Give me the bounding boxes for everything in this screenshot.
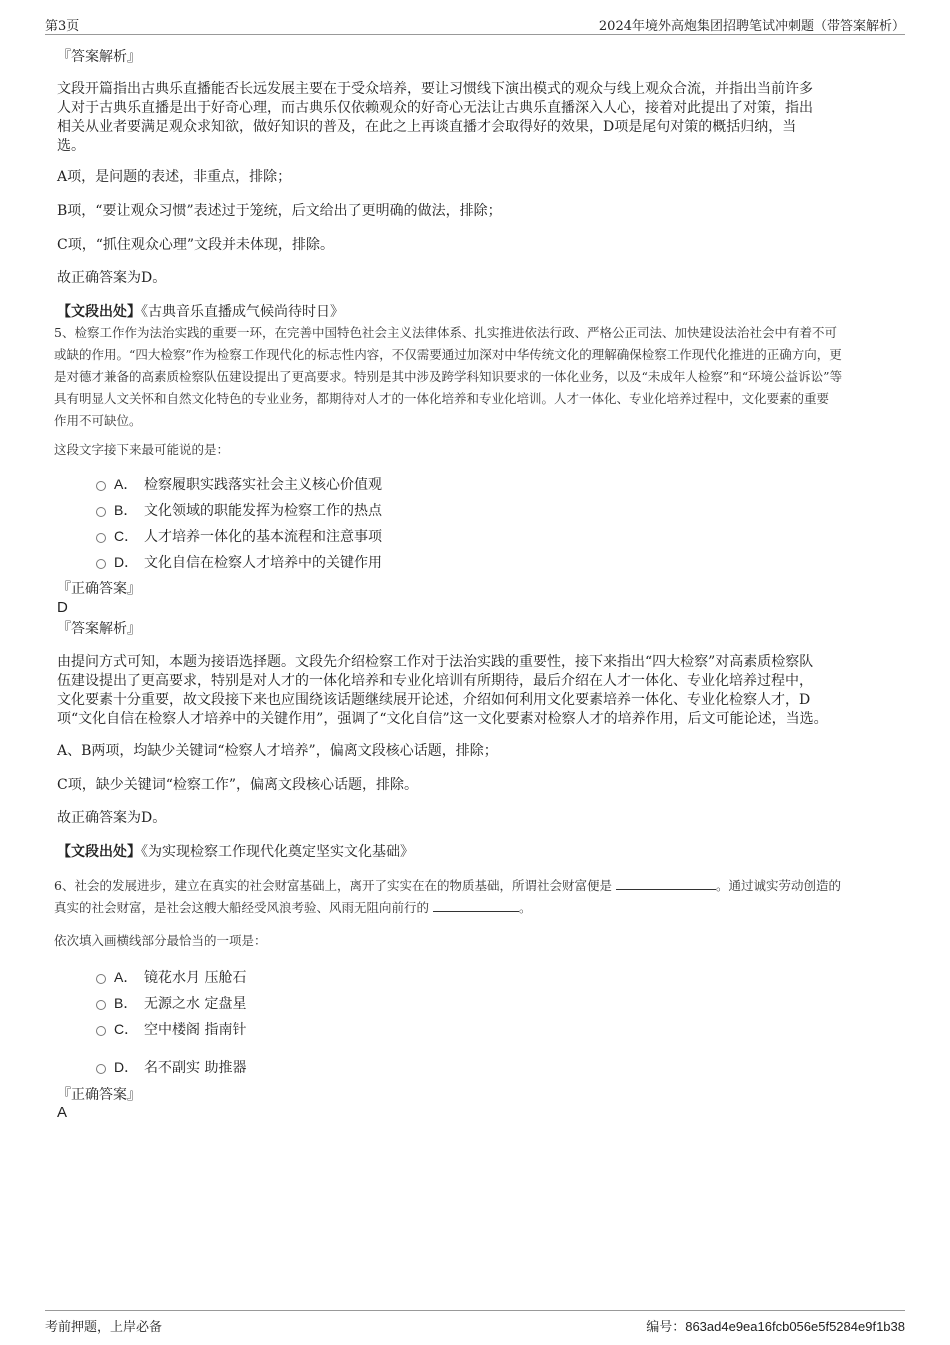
q6-answer-label: 『正确答案』 bbox=[57, 1087, 141, 1103]
fill-blank-1 bbox=[616, 877, 716, 890]
q5-source-title: 《为实现检察工作现代化奠定坚实文化基础》 bbox=[141, 844, 414, 860]
q6-stem-text: 。通过诚实劳动创造的 bbox=[715, 878, 841, 893]
q5-option-b[interactable]: B． 文化领域的职能发挥为检察工作的热点 bbox=[96, 500, 382, 520]
q5-stem-line: 是对德才兼备的高素质检察队伍建设提出了更高要求。特别是其中涉及跨学科知识要求的一体化业务，以及“未成年人检察”和“环境公益诉讼”等 bbox=[54, 369, 843, 384]
q4-c-note: C项，“抓住观众心理”文段并未体现，排除。 bbox=[57, 237, 335, 253]
q6-answer: A bbox=[57, 1104, 68, 1121]
q5-answer-label: 『正确答案』 bbox=[57, 581, 141, 597]
q6-stem-text: 。 bbox=[519, 900, 532, 915]
q4-analysis bbox=[57, 80, 887, 156]
radio-icon[interactable] bbox=[96, 559, 106, 569]
q5-c-note: C项，缺少关键词“检察工作”，偏离文段核心话题，排除。 bbox=[57, 777, 419, 793]
q5-ab-note: A、B两项，均缺少关键词“检察人才培养”，偏离文段核心话题，排除； bbox=[57, 743, 498, 759]
q6-option-a[interactable]: A． 镜花水月 压舱石 bbox=[96, 967, 246, 987]
q4-b-note: B项，“要让观众习惯”表述过于笼统，后文给出了更明确的做法，排除； bbox=[57, 203, 502, 219]
q5-stem-line: 5、检察工作作为法治实践的重要一环，在完善中国特色社会主义法律体系、扎实推进依法行政、严格公正司法、加快建设法治社会中有着不可 bbox=[54, 325, 837, 340]
q4-analysis-label: 『答案解析』 bbox=[57, 49, 141, 65]
q5-analysis-line: 文化要素十分重要，故文段接下来也应围绕该话题继续展开论述，介绍如何利用文化要素培养一体化、专业化检察人才，D bbox=[57, 692, 811, 708]
q6-stem-text: 6、社会的发展进步，建立在真实的社会财富基础上，离开了实实在在的物质基础，所谓社会财富便是 bbox=[54, 878, 612, 893]
page-footer bbox=[45, 1310, 905, 1337]
q5-conclusion: 故正确答案为D。 bbox=[57, 810, 167, 826]
q6-stem bbox=[54, 875, 896, 919]
q6-option-c[interactable]: C． 空中楼阁 指南针 bbox=[96, 1019, 246, 1039]
q5-stem-line: 具有明显人文关怀和自然文化特色的专业业务，都期待对人才的一体化培养和专业化培训。人才一体化、专业化培养过程中，文化要素的重要 bbox=[54, 391, 830, 406]
q5-stem-line: 作用不可缺位。 bbox=[54, 413, 142, 428]
document-title: 2024年境外高炮集团招聘笔试冲刺题（带答案解析） bbox=[598, 19, 905, 34]
page-header bbox=[45, 14, 905, 35]
q5-analysis-label: 『答案解析』 bbox=[57, 621, 141, 637]
q5-analysis-line: 由提问方式可知，本题为接语选择题。文段先介绍检察工作对于法治实践的重要性，接下来指出“四大检察”对高素质检察队 bbox=[57, 654, 814, 670]
q4-source bbox=[57, 303, 344, 322]
radio-icon[interactable] bbox=[96, 1026, 106, 1036]
footer-code bbox=[646, 1316, 905, 1335]
q5-analysis bbox=[57, 653, 887, 729]
q5-stem bbox=[54, 322, 896, 432]
q5-stem-line: 或缺的作用。“四大检察”作为检察工作现代化的标志性内容，不仅需要通过加深对中华传统文化的理解确保检察工作现代化推进的正确方向，更 bbox=[54, 347, 842, 362]
q5-option-c[interactable]: C． 人才培养一体化的基本流程和注意事项 bbox=[96, 526, 382, 546]
radio-icon[interactable] bbox=[96, 974, 106, 984]
q4-analysis-line: 相关从业者要满足观众求知欲，做好知识的普及，在此之上再谈直播才会取得好的效果，D项是尾句对策的概括归纳，当 bbox=[57, 119, 797, 135]
footer-code-value: 863ad4e9ea16fcb056e5f5284e9f1b38 bbox=[685, 1319, 905, 1334]
q6-option-b[interactable]: B． 无源之水 定盘星 bbox=[96, 993, 246, 1013]
fill-blank-2 bbox=[433, 899, 519, 912]
q6-stem-text: 真实的社会财富，是社会这艘大船经受风浪考验、风雨无阻向前行的 bbox=[54, 900, 430, 915]
q6-sub-question: 依次填入画横线部分最恰当的一项是： bbox=[54, 933, 267, 948]
q5-source bbox=[57, 843, 414, 862]
q5-option-d[interactable]: D． 文化自信在检察人才培养中的关键作用 bbox=[96, 552, 382, 572]
radio-icon[interactable] bbox=[96, 507, 106, 517]
q4-source-label: 【文段出处】 bbox=[57, 304, 141, 320]
q5-source-label: 【文段出处】 bbox=[57, 844, 141, 860]
q4-analysis-line: 文段开篇指出古典乐直播能否长远发展主要在于受众培养，要让习惯线下演出模式的观众与线上观众合流，并指出当前许多 bbox=[57, 81, 813, 97]
radio-icon[interactable] bbox=[96, 481, 106, 491]
q4-source-title: 《古典音乐直播成气候尚待时日》 bbox=[141, 304, 344, 320]
q5-analysis-line: 伍建设提出了更高要求，特别是对人才的一体化培养和专业化培训有所期待，最后介绍在人才一体化、专业化培养过程中， bbox=[57, 673, 813, 689]
q4-analysis-line: 选。 bbox=[57, 138, 85, 154]
q6-option-d[interactable]: D． 名不副实 助推器 bbox=[96, 1057, 246, 1077]
q4-analysis-line: 人对于古典乐直播是出于好奇心理，而古典乐仅依赖观众的好奇心无法让古典乐直播深入人心，接着对此提出了对策，指出 bbox=[57, 100, 813, 116]
q4-a-note: A项，是问题的表述，非重点，排除； bbox=[57, 169, 292, 185]
radio-icon[interactable] bbox=[96, 1000, 106, 1010]
radio-icon[interactable] bbox=[96, 1064, 106, 1074]
footer-slogan: 考前押题，上岸必备 bbox=[45, 1320, 163, 1335]
q4-conclusion: 故正确答案为D。 bbox=[57, 270, 167, 286]
footer-code-label: 编号： bbox=[646, 1320, 686, 1335]
q5-sub-question: 这段文字接下来最可能说的是： bbox=[54, 442, 230, 457]
radio-icon[interactable] bbox=[96, 533, 106, 543]
q5-option-a[interactable]: A． 检察履职实践落实社会主义核心价值观 bbox=[96, 474, 382, 494]
q5-answer: D bbox=[57, 599, 68, 616]
page-number: 第3页 bbox=[45, 19, 80, 34]
q5-analysis-line: 项“文化自信在检察人才培养中的关键作用”，强调了“文化自信”这一文化要素对检察人才的培养作用，后文可能论述，当选。 bbox=[57, 711, 828, 727]
